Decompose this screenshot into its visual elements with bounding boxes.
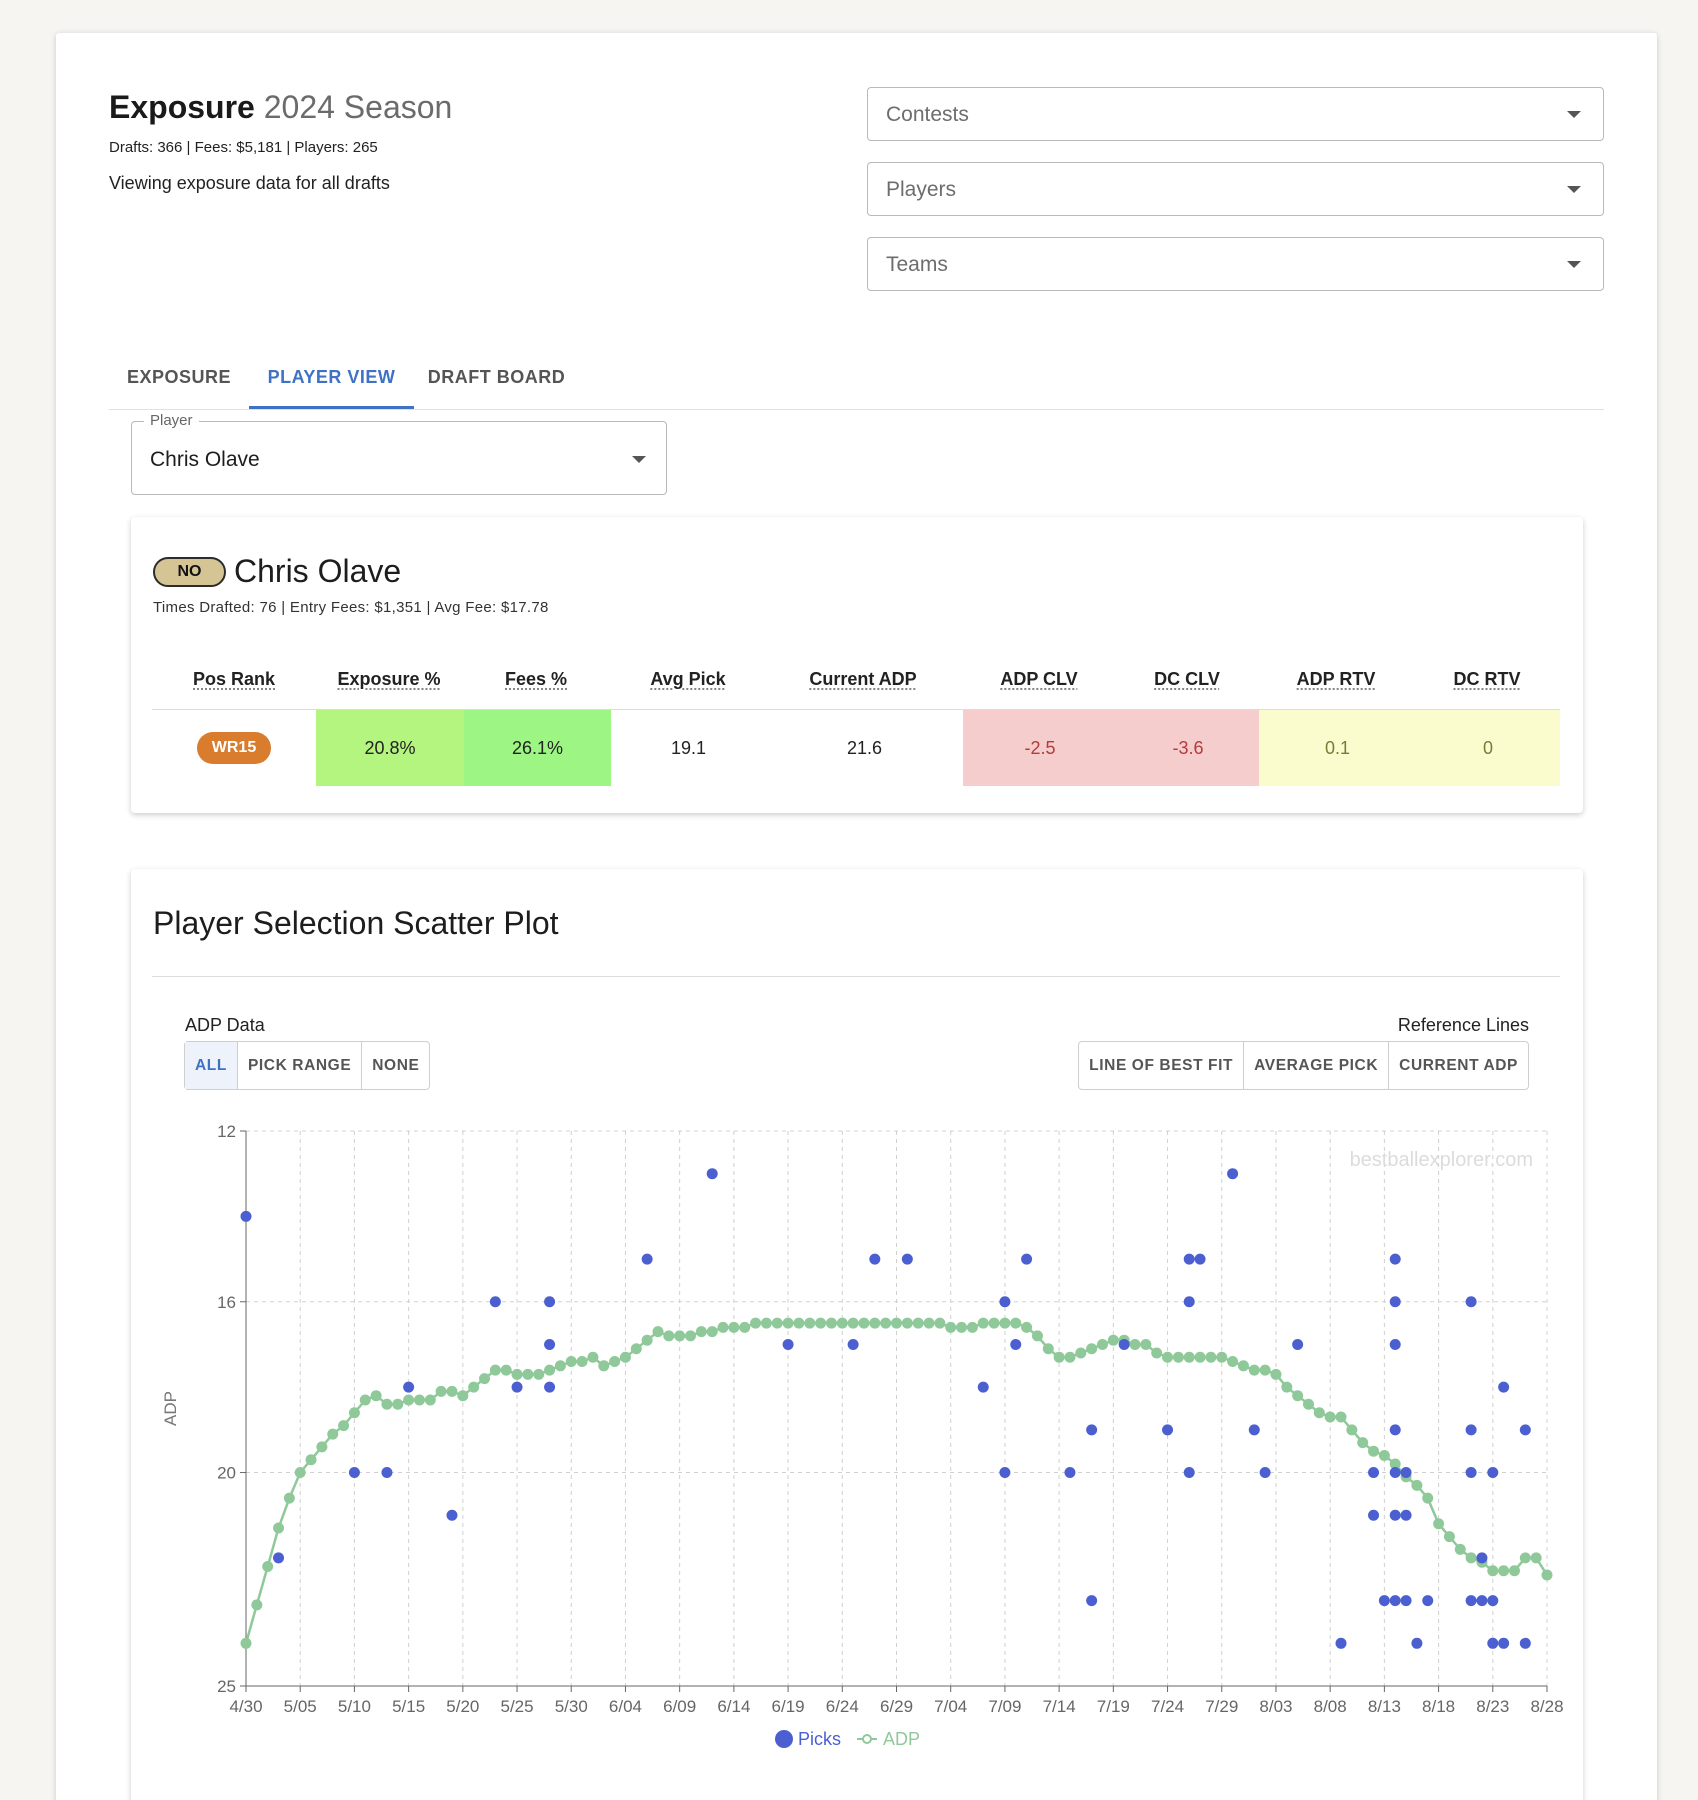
page-title-bold: Exposure (109, 89, 255, 125)
adp-point (1281, 1382, 1292, 1393)
pick-point (1487, 1467, 1498, 1478)
pick-point (1368, 1467, 1379, 1478)
pick-point (446, 1510, 457, 1521)
contests-select[interactable] (867, 87, 1604, 141)
adp-point (1195, 1352, 1206, 1363)
adp-point (1184, 1352, 1195, 1363)
pick-point (1368, 1510, 1379, 1521)
pick-point (1390, 1467, 1401, 1478)
pick-point (1498, 1638, 1509, 1649)
adp-point (446, 1386, 457, 1397)
adp-point (1032, 1330, 1043, 1341)
adp-point (371, 1390, 382, 1401)
pick-point (512, 1382, 523, 1393)
col-dc-clv[interactable]: DC CLV (1154, 669, 1220, 689)
y-axis-label: ADP (161, 1391, 180, 1426)
adp-point (913, 1318, 924, 1329)
players-select-label: Players (886, 178, 957, 201)
adp-point (772, 1318, 783, 1329)
adp-point (1509, 1565, 1520, 1576)
adp-point (652, 1326, 663, 1337)
teams-select-label: Teams (886, 253, 948, 276)
adp-point (327, 1429, 338, 1440)
pick-point (1390, 1510, 1401, 1521)
chevron-down-icon (1567, 186, 1581, 193)
adp-point (262, 1561, 273, 1572)
x-tick-label: 7/29 (1205, 1697, 1239, 1716)
page-title-season: 2024 Season (263, 89, 453, 125)
adp-point (1292, 1390, 1303, 1401)
col-current-adp[interactable]: Current ADP (809, 669, 917, 689)
cell-pos-rank (152, 710, 316, 786)
pick-point (1184, 1296, 1195, 1307)
adp-point (642, 1335, 653, 1346)
adp-point (1303, 1399, 1314, 1410)
adp-point (1205, 1352, 1216, 1363)
cell-avg-pick: 19.1 (670, 738, 707, 758)
pos-rank-badge: WR15 (197, 732, 271, 764)
adp-point (284, 1493, 295, 1504)
adp-point (728, 1322, 739, 1333)
adp-point (512, 1369, 523, 1380)
average-pick-button[interactable]: AVERAGE PICK (1244, 1042, 1389, 1089)
x-tick-label: 6/04 (608, 1697, 643, 1716)
col-fees[interactable]: Fees % (504, 669, 568, 689)
player-select-value: Chris Olave (150, 448, 260, 471)
adp-point (1531, 1552, 1542, 1563)
adp-point (1151, 1348, 1162, 1359)
x-tick-label: 8/28 (1530, 1697, 1564, 1716)
adp-point (848, 1318, 859, 1329)
adp-point (1466, 1552, 1477, 1563)
pick-point (241, 1211, 252, 1222)
pick-point (707, 1168, 718, 1179)
pick-point (1401, 1467, 1412, 1478)
x-tick-label: 8/03 (1259, 1697, 1293, 1716)
adp-point (501, 1365, 512, 1376)
adp-point (1270, 1369, 1281, 1380)
player-draft-stats: Times Drafted: 76 | Entry Fees: $1,351 | Avg Fee: $17.78 (153, 599, 549, 616)
adp-point (869, 1318, 880, 1329)
adp-point (1130, 1339, 1141, 1350)
col-pos-rank[interactable]: Pos Rank (192, 669, 276, 689)
pick-point (1184, 1467, 1195, 1478)
x-tick-label: 6/19 (771, 1697, 805, 1716)
adp-point (436, 1386, 447, 1397)
draft-summary-stats: Drafts: 366 | Fees: $5,181 | Players: 265 (109, 139, 378, 156)
adp-point (945, 1322, 956, 1333)
pick-point (1476, 1552, 1487, 1563)
pick-point (783, 1339, 794, 1350)
adp-point (295, 1467, 306, 1478)
adp-point (1075, 1348, 1086, 1359)
pick-point (1466, 1424, 1477, 1435)
watermark: bestballexplorer.com (1349, 1149, 1533, 1171)
adp-point (1346, 1424, 1357, 1435)
tab-player-view[interactable]: PLAYER VIEW (249, 333, 414, 409)
pick-point (1021, 1254, 1032, 1265)
pick-point (403, 1382, 414, 1393)
cell-dc-clv: -3.6 (1117, 710, 1259, 786)
cell-adp-clv: -2.5 (963, 710, 1117, 786)
pick-point (1390, 1595, 1401, 1606)
x-tick-label: 7/14 (1042, 1697, 1076, 1716)
pick-point (1119, 1339, 1130, 1350)
player-name: Chris Olave (234, 553, 402, 589)
table-row (152, 710, 1560, 786)
y-tick-label: 20 (217, 1463, 236, 1483)
pick-point (1466, 1467, 1477, 1478)
pick-point (1390, 1296, 1401, 1307)
adp-point (1433, 1518, 1444, 1529)
adp-point (1216, 1352, 1227, 1363)
adp-point (1542, 1570, 1553, 1581)
current-adp-button[interactable]: CURRENT ADP (1399, 1057, 1518, 1074)
adp-point (1097, 1339, 1108, 1350)
adp-point (783, 1318, 794, 1329)
x-tick-label: 8/18 (1422, 1697, 1456, 1716)
adp-point (403, 1394, 414, 1405)
adp-point (1520, 1552, 1531, 1563)
pick-point (1086, 1595, 1097, 1606)
x-tick-label: 7/19 (1096, 1697, 1130, 1716)
col-adp-rtv[interactable]: ADP RTV (1296, 669, 1376, 689)
pick-point (381, 1467, 392, 1478)
pick-point (642, 1254, 653, 1265)
adp-point (360, 1394, 371, 1405)
pick-point (902, 1254, 913, 1265)
adp-point (316, 1441, 327, 1452)
x-tick-label: 5/25 (500, 1697, 534, 1716)
adp-point (566, 1356, 577, 1367)
y-tick-label: 16 (217, 1292, 236, 1312)
pick-point (999, 1296, 1010, 1307)
adp-all-button[interactable]: ALL (185, 1042, 238, 1089)
adp-point (1010, 1318, 1021, 1329)
pick-point (1184, 1254, 1195, 1265)
x-tick-label: 5/30 (554, 1697, 588, 1716)
pick-point (1487, 1595, 1498, 1606)
view-tabs (109, 333, 1604, 410)
adp-point (718, 1322, 729, 1333)
pick-point (490, 1296, 501, 1307)
adp-point (577, 1356, 588, 1367)
adp-point (989, 1318, 1000, 1329)
pick-point (544, 1339, 555, 1350)
adp-point (891, 1318, 902, 1329)
x-tick-label: 5/10 (337, 1697, 371, 1716)
y-tick-label: 12 (217, 1122, 236, 1141)
x-tick-label: 8/08 (1313, 1697, 1347, 1716)
adp-data-label: ADP Data (185, 1015, 265, 1035)
adp-pick-range-button[interactable]: PICK RANGE (238, 1042, 362, 1089)
pick-point (1476, 1595, 1487, 1606)
adp-point (555, 1360, 566, 1371)
legend-picks-label: Picks (798, 1729, 842, 1749)
adp-point (1487, 1565, 1498, 1576)
adp-point (880, 1318, 891, 1329)
adp-point (999, 1318, 1010, 1329)
adp-point (522, 1369, 533, 1380)
adp-point (241, 1638, 252, 1649)
contests-select-label: Contests (886, 103, 969, 126)
adp-point (490, 1365, 501, 1376)
adp-point (837, 1318, 848, 1329)
adp-point (858, 1318, 869, 1329)
adp-point (674, 1330, 685, 1341)
x-tick-label: 8/23 (1476, 1697, 1510, 1716)
reference-lines-label: Reference Lines (1397, 1015, 1529, 1035)
pick-point (1422, 1595, 1433, 1606)
teams-select[interactable] (867, 237, 1604, 291)
adp-point (544, 1365, 555, 1376)
adp-point (663, 1330, 674, 1341)
adp-point (273, 1523, 284, 1534)
cell-exposure: 20.8% (316, 710, 464, 786)
cell-dc-rtv: 0 (1416, 710, 1560, 786)
x-tick-label: 4/30 (229, 1697, 263, 1716)
adp-point (685, 1330, 696, 1341)
legend-picks-marker (775, 1730, 793, 1748)
adp-point (598, 1360, 609, 1371)
chevron-down-icon (1567, 111, 1581, 118)
pick-point (999, 1467, 1010, 1478)
pick-point (273, 1552, 284, 1563)
adp-point (1422, 1493, 1433, 1504)
adp-point (479, 1373, 490, 1384)
team-badge: NO (153, 557, 226, 587)
pick-point (544, 1382, 555, 1393)
cell-adp-rtv: 0.1 (1259, 710, 1416, 786)
cell-fees: 26.1% (464, 710, 611, 786)
x-tick-label: 6/14 (717, 1697, 751, 1716)
adp-point (1357, 1437, 1368, 1448)
adp-point (1260, 1365, 1271, 1376)
tab-draft-board[interactable]: DRAFT BOARD (427, 367, 566, 387)
adp-point (804, 1318, 815, 1329)
tab-exposure[interactable]: EXPOSURE (126, 367, 232, 387)
adp-point (956, 1322, 967, 1333)
pick-point (1487, 1638, 1498, 1649)
line-of-best-fit-button[interactable]: LINE OF BEST FIT (1079, 1042, 1244, 1089)
adp-scatter-chart (131, 869, 1583, 1800)
adp-point (1173, 1352, 1184, 1363)
adp-point (306, 1454, 317, 1465)
adp-point (924, 1318, 935, 1329)
adp-point (1086, 1343, 1097, 1354)
adp-point (1314, 1407, 1325, 1418)
x-tick-label: 5/05 (283, 1697, 317, 1716)
adp-none-button[interactable]: NONE (372, 1057, 420, 1074)
pick-point (1292, 1339, 1303, 1350)
pick-point (1010, 1339, 1021, 1350)
adp-point (815, 1318, 826, 1329)
adp-point (1021, 1322, 1032, 1333)
adp-point (934, 1318, 945, 1329)
x-tick-label: 7/09 (988, 1697, 1022, 1716)
adp-point (414, 1394, 425, 1405)
adp-point (349, 1407, 360, 1418)
adp-point (1368, 1446, 1379, 1457)
x-tick-label: 8/13 (1367, 1697, 1401, 1716)
adp-point (978, 1318, 989, 1329)
col-dc-rtv[interactable]: DC RTV (1453, 669, 1521, 689)
pick-point (1390, 1339, 1401, 1350)
adp-point (707, 1326, 718, 1337)
exposure-page (56, 33, 1657, 1800)
adp-point (381, 1399, 392, 1410)
adp-point (425, 1394, 436, 1405)
x-tick-label: 5/15 (392, 1697, 426, 1716)
pick-point (1249, 1424, 1260, 1435)
col-adp-clv[interactable]: ADP CLV (1000, 669, 1078, 689)
adp-point (793, 1318, 804, 1329)
adp-point (1379, 1450, 1390, 1461)
pick-point (1466, 1595, 1477, 1606)
viewing-description: Viewing exposure data for all drafts (109, 173, 390, 193)
pick-point (1520, 1638, 1531, 1649)
adp-point (457, 1390, 468, 1401)
adp-point (620, 1352, 631, 1363)
pick-point (1520, 1424, 1531, 1435)
player-summary-card (131, 517, 1583, 813)
adp-point (587, 1352, 598, 1363)
pick-point (1498, 1382, 1509, 1393)
scatter-plot-card (131, 869, 1583, 1800)
player-select-label: Player (144, 412, 199, 429)
adp-point (739, 1322, 750, 1333)
pick-point (1401, 1510, 1412, 1521)
adp-point (967, 1322, 978, 1333)
adp-point (1238, 1360, 1249, 1371)
pick-point (1401, 1595, 1412, 1606)
legend-adp-label: ADP (883, 1729, 921, 1749)
adp-point (750, 1318, 761, 1329)
adp-point (609, 1356, 620, 1367)
adp-point (1054, 1352, 1065, 1363)
adp-point (468, 1382, 479, 1393)
adp-point (533, 1369, 544, 1380)
x-tick-label: 6/29 (879, 1697, 914, 1716)
adp-point (1325, 1412, 1336, 1423)
y-tick-label: 25 (217, 1677, 236, 1696)
table-header-row (152, 635, 1560, 710)
plot-title: Player Selection Scatter Plot (153, 905, 559, 941)
col-avg-pick[interactable]: Avg Pick (650, 669, 726, 689)
adp-point (338, 1420, 349, 1431)
players-select[interactable] (867, 162, 1604, 216)
pick-point (1064, 1467, 1075, 1478)
adp-point (1249, 1365, 1260, 1376)
x-tick-label: 6/24 (825, 1697, 859, 1716)
adp-point (696, 1326, 707, 1337)
adp-point (1043, 1343, 1054, 1354)
pick-point (1390, 1254, 1401, 1265)
pick-point (1195, 1254, 1206, 1265)
adp-point (1227, 1356, 1238, 1367)
pick-point (869, 1254, 880, 1265)
adp-point (1498, 1565, 1509, 1576)
pick-point (1336, 1638, 1347, 1649)
adp-point (1455, 1544, 1466, 1555)
adp-point (1336, 1412, 1347, 1423)
adp-point (1444, 1531, 1455, 1542)
adp-point (631, 1343, 642, 1354)
x-tick-label: 7/24 (1150, 1697, 1185, 1716)
adp-point (1162, 1352, 1173, 1363)
pick-point (848, 1339, 859, 1350)
adp-point (902, 1318, 913, 1329)
legend-adp-marker (863, 1735, 871, 1743)
col-exposure[interactable]: Exposure % (337, 669, 441, 689)
pick-point (1260, 1467, 1271, 1478)
pick-point (1390, 1424, 1401, 1435)
adp-point (761, 1318, 772, 1329)
chevron-down-icon (1567, 261, 1581, 268)
pick-point (544, 1296, 555, 1307)
cell-current-adp: 21.6 (846, 738, 883, 758)
pick-point (1411, 1638, 1422, 1649)
adp-point (251, 1599, 262, 1610)
pick-point (1379, 1595, 1390, 1606)
pick-point (1162, 1424, 1173, 1435)
x-tick-label: 6/09 (663, 1697, 697, 1716)
pick-point (1227, 1168, 1238, 1179)
adp-point (1411, 1480, 1422, 1491)
adp-point (1108, 1335, 1119, 1346)
adp-point (1140, 1339, 1151, 1350)
pick-point (1086, 1424, 1097, 1435)
adp-point (1064, 1352, 1075, 1363)
pick-point (1466, 1296, 1477, 1307)
pick-point (349, 1467, 360, 1478)
x-tick-label: 5/20 (446, 1697, 480, 1716)
x-tick-label: 7/04 (934, 1697, 968, 1716)
chevron-down-icon (632, 456, 646, 463)
adp-point (826, 1318, 837, 1329)
pick-point (978, 1382, 989, 1393)
player-select[interactable] (131, 412, 667, 495)
page-title (109, 89, 452, 126)
adp-point (392, 1399, 403, 1410)
